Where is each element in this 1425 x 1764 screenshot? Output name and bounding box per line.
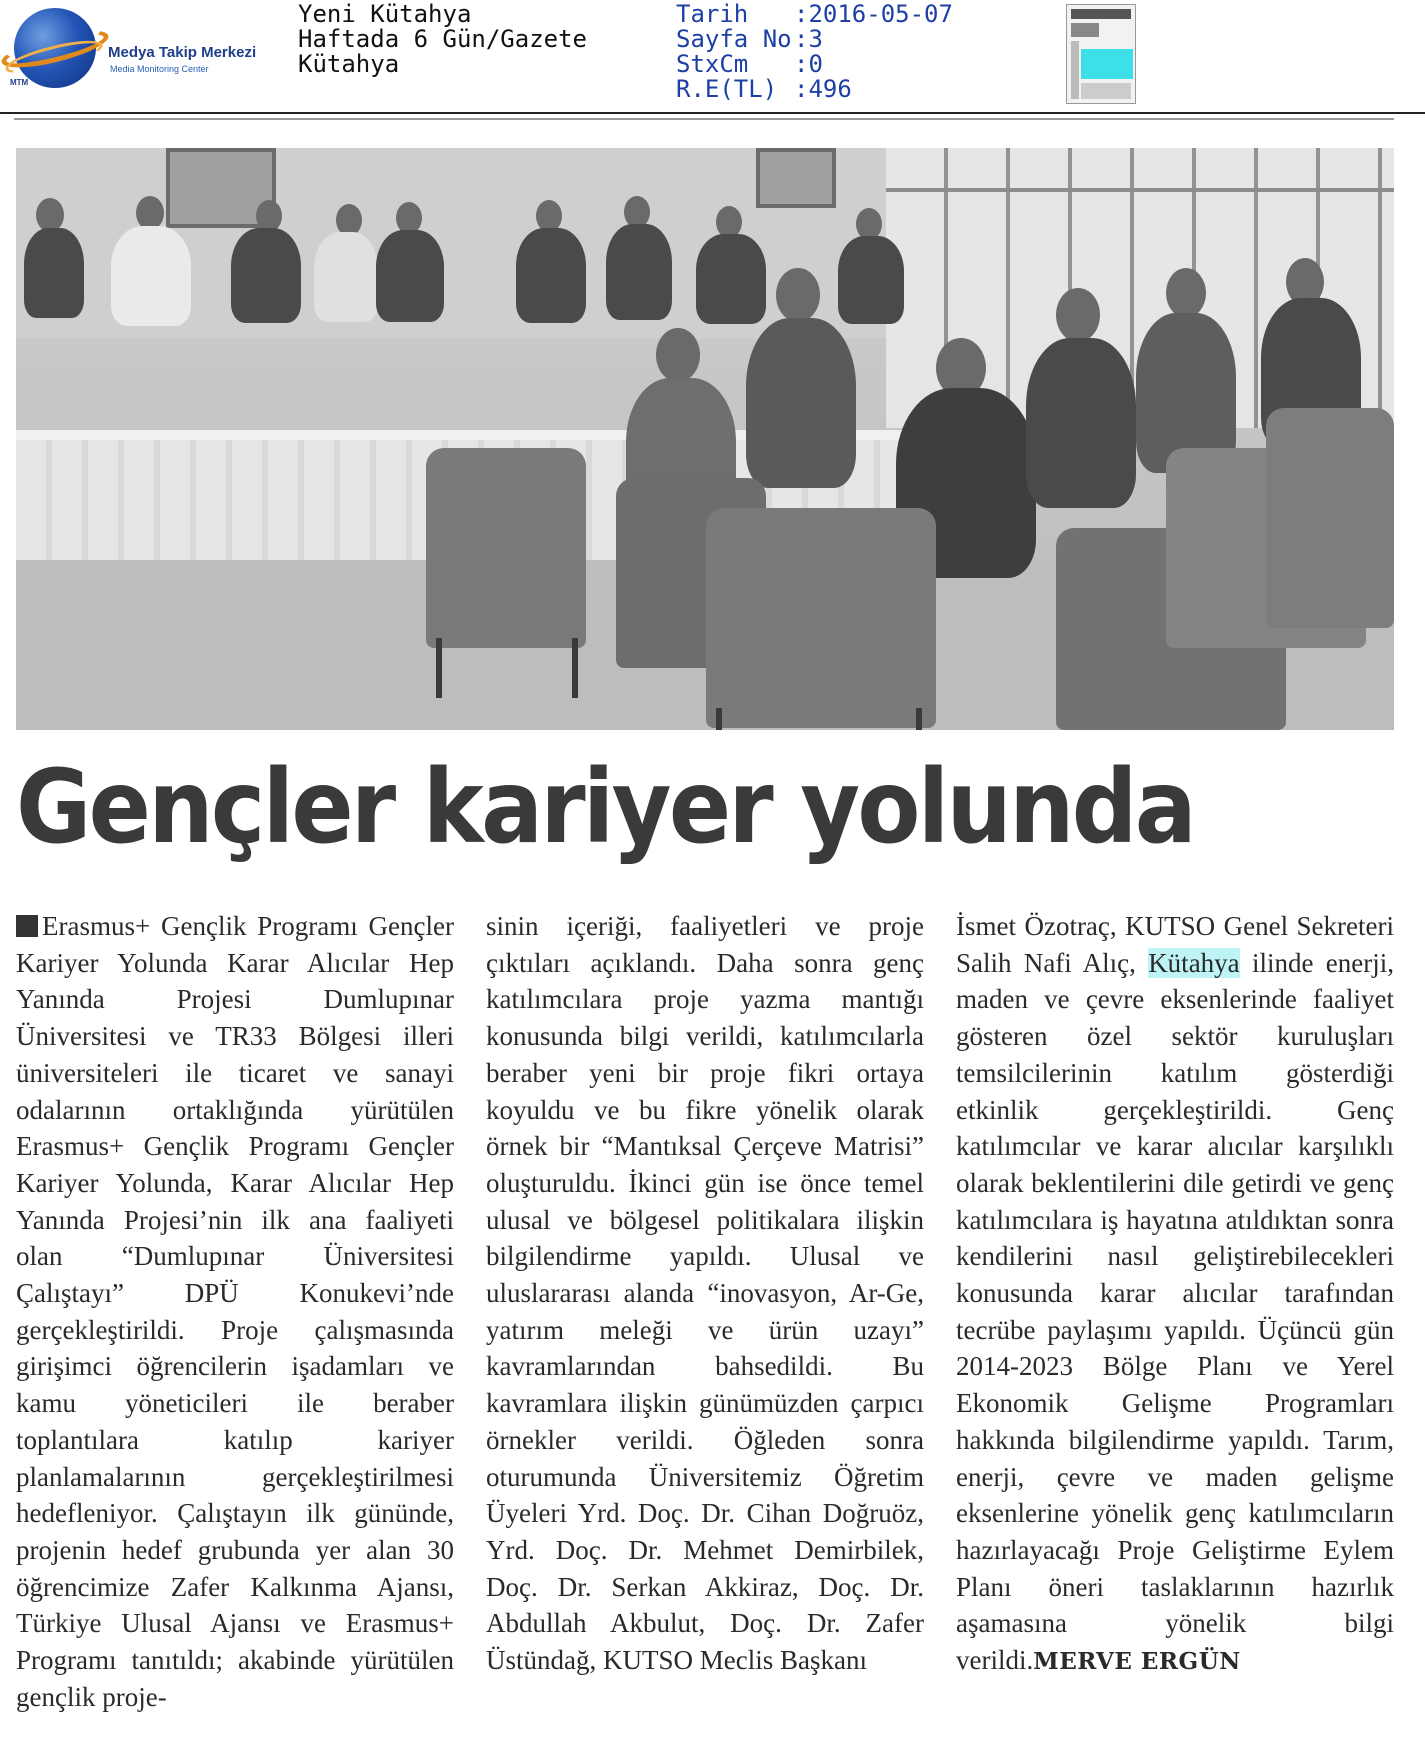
meta-row-page bbox=[676, 27, 953, 52]
meta-key: StxCm bbox=[676, 50, 749, 78]
article-column-3 bbox=[956, 908, 1394, 1681]
clipping-metadata bbox=[676, 2, 953, 102]
meta-value: :0 bbox=[794, 50, 823, 78]
article-text: sinin içeriği, faaliyetleri ve proje çıktıları açıklandı. Daha sonra genç katılımcılara proje yazma mantığı konusunda bilgi verildi, katılımcılarla beraber yeni bir proje fikri ortaya koyuldu ve bu fikre yönelik olarak örnek bir “Mantıksal Çerçeve Matrisi” oluşturuldu. İkinci gün ise önce temel ulusal ve bölgesel politikalara ilişkin bilgilendirme yapıldı. Ulusal ve uluslararası alanda “inovasyon, Ar-Ge, yatırım meleği ve ürün uzayı” kavramlarından bahsedildi. Bu kavramlara ilişkin günümüzden çarpıcı örnekler verildi. Öğleden sonra oturumunda Üniversitemiz Öğretim Üyeleri Yrd. Doç. Dr. Cihan Doğruöz, Yrd. Doç. Dr. Mehmet Demirbilek, Doç. Dr. Serkan Akkiraz, Doç. Dr. Abdullah Akbulut, Doç. Dr. Zafer Üstündağ, KUTSO Meclis Başkanı bbox=[486, 911, 924, 1676]
logo-name: Medya Takip Merkezi bbox=[108, 44, 257, 61]
publication-frequency: Haftada 6 Gün/Gazete bbox=[298, 25, 587, 53]
meta-value: :2016-05-07 bbox=[794, 0, 953, 28]
meta-key: Tarih bbox=[676, 0, 749, 28]
article-text: İsmet Özotraç, KUTSO Genel Sekreteri Salih Nafi Alıç, bbox=[956, 911, 1394, 978]
publication-name: Yeni Kütahya bbox=[298, 0, 472, 28]
logo-abbreviation: MTM bbox=[10, 78, 29, 87]
meta-row-ad-equivalent bbox=[676, 77, 953, 102]
header-divider bbox=[0, 112, 1425, 114]
article-text: Erasmus+ Gençlik Programı Gençler Kariyer Yolunda Karar Alıcılar Hep Yanında Projesi Dumlupınar Üniversitesi ve TR33 Bölgesi illeri üniversiteleri ile ticaret ve sanayi odalarının ortaklığında yürütülen Erasmus+ Gençlik Programı Gençler Kariyer Yolunda, Karar Alıcılar Hep Yanında Projesi’nin ilk ana faaliyeti olan “Dumlupınar Üniversitesi Çalıştayı” DPÜ Konukevi’nde gerçekleştirildi. Proje çalışmasında girişimci öğrencilerin işadamları ve kamu yöneticileri ile beraber toplantılara katılıp kariyer planlamalarının gerçekleştirilmesi hedefleniyor. Çalıştayın ilk gününde, projenin hedef grubunda yer alan 30 öğrencimize Zafer Kalkınma Ajansı, Türkiye Ulusal Ajansı ve Erasmus+ Programı tanıtıldı; akabinde yürütülen gençlik proje- bbox=[16, 911, 454, 1712]
article-headline: Gençler kariyer yolunda bbox=[16, 752, 1195, 864]
clipping-header bbox=[0, 0, 1425, 112]
logo-subtitle: Media Monitoring Center bbox=[110, 64, 209, 74]
meta-key: Sayfa No bbox=[676, 25, 792, 53]
media-monitoring-logo bbox=[4, 6, 294, 90]
meta-row-stxcm bbox=[676, 52, 953, 77]
article-column-1 bbox=[16, 908, 454, 1715]
article-text: ilinde enerji, maden ve çevre eksenlerinde faaliyet gösteren özel sektör kuruluşları temsilcilerinin katılım gösterdiği etkinlik gerçekleştirildi. Genç katılımcılar ve karar alıcılar karşılıklı olarak beklentilerini dile getirdi ve genç katılımcılara iş hayatına atıldıktan sonra kendilerini nasıl geliştirebilecekleri konusunda karar alıcılar tarafından tecrübe paylaşımı yapıldı. Üçüncü gün 2014-2023 Bölge Planı ve Yerel Ekonomik Gelişme Programları hakkında bilgilendirme yapıldı. Tarım, enerji, çevre ve maden gelişme eksenlerine yönelik genç katılımcıların hazırlayacağı Proje Geliştirme Eylem Planı öneri taslaklarının hazırlık aşamasına yönelik bilgi verildi. bbox=[956, 947, 1394, 1676]
publication-info bbox=[298, 2, 587, 77]
meta-row-date bbox=[676, 2, 953, 27]
meta-key: R.E(TL) bbox=[676, 75, 778, 103]
meta-value: :496 bbox=[794, 75, 852, 103]
page-thumbnail[interactable] bbox=[1066, 4, 1136, 104]
meta-value: :3 bbox=[794, 25, 823, 53]
search-term-highlight: Kütahya bbox=[1148, 947, 1240, 978]
article-column-2 bbox=[486, 908, 924, 1679]
header-divider bbox=[14, 118, 1394, 120]
publication-city: Kütahya bbox=[298, 50, 400, 78]
article-photo bbox=[16, 148, 1394, 730]
lead-square-icon bbox=[16, 915, 38, 937]
article-byline: MERVE ERGÜN bbox=[1033, 1648, 1241, 1676]
